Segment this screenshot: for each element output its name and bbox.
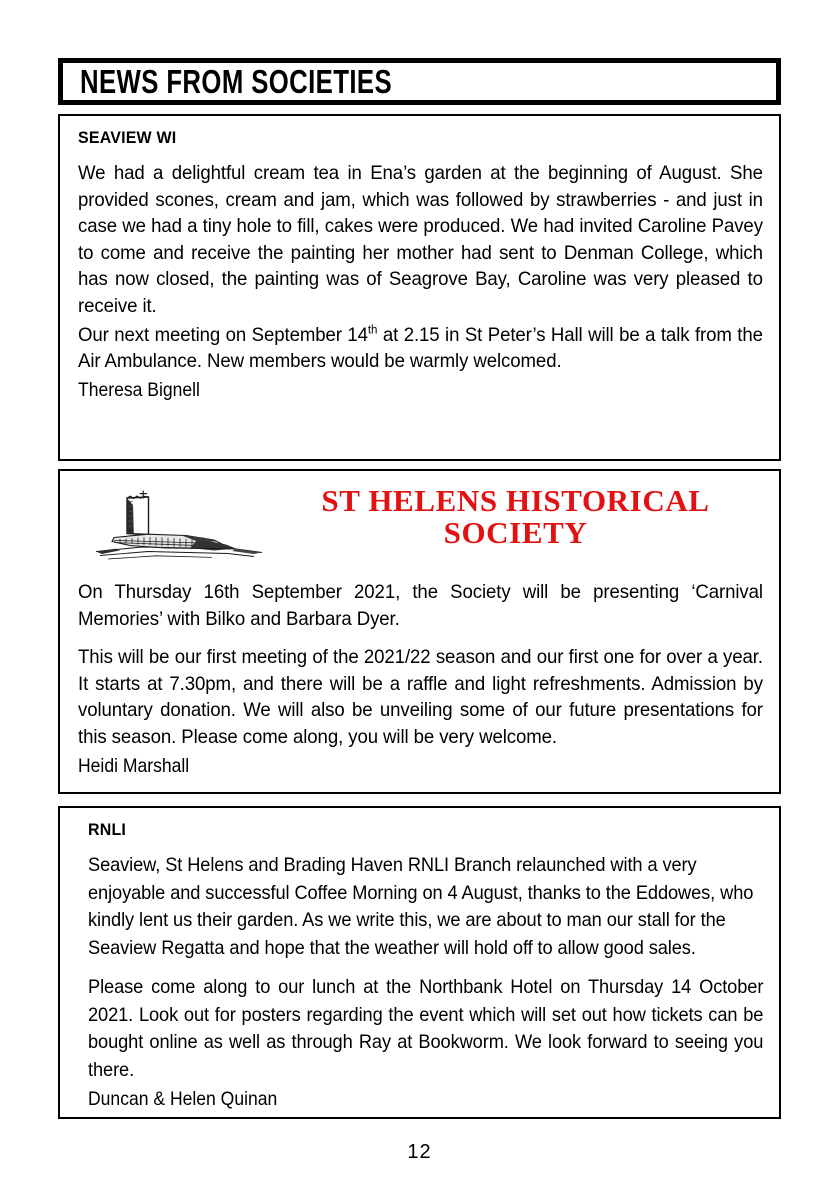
society-header (78, 483, 763, 573)
article-paragraph: We had a delightful cream tea in Ena’s garden at the beginning of August. She provided scones, cream and jam, which was followed by strawberries - and just in case we had a tiny hole to fill, cakes were produced. We had invited Caroline Pavey to come and receive the painting her mother had sent to Denman College, which has now closed, the painting was of Seagrove Bay, Caroline was very pleased to receive it. (78, 162, 763, 317)
article-box-st-helens-historical-society (58, 469, 781, 794)
article-paragraph: This will be our first meeting of the 2021/22 season and our first one for over a year. It starts at 7.30pm, and there will be a raffle and light refreshments. Admission by voluntary donation. We will also be unveiling some of our future presentations for this season. Please come along, you will be very welcome. (78, 646, 763, 748)
article-heading-rnli: RNLI (88, 820, 127, 839)
society-title (278, 485, 753, 549)
article-paragraph: Please come along to our lunch at the Northbank Hotel on Thursday 14 October 2021. Look out for posters regarding the event which will set out how tickets can be bought online as well as through Ray at Bookworm. We look forward to seeing you there. (88, 976, 764, 1081)
article-paragraph (78, 322, 763, 375)
article-box-rnli (58, 806, 781, 1119)
article-byline-st-helens: Heidi Marshall (78, 754, 190, 777)
page-title: NEWS FROM SOCIETIES (80, 62, 393, 100)
article-byline-rnli: Duncan & Helen Quinan (88, 1088, 278, 1110)
page-number: 12 (407, 1141, 432, 1163)
paragraph-text-before-ordinal: Our next meeting on September 14 (78, 323, 368, 346)
article-byline-seaview-wi: Theresa Bignell (78, 378, 200, 401)
paragraph-text-after-ordinal: at 2.15 in St Peter’s Hall will be a talk from the Air Ambulance. New members would be warmly welcomed. (78, 323, 763, 373)
society-title-line-1: ST HELENS HISTORICAL (321, 483, 710, 518)
article-box-seaview-wi (58, 114, 781, 461)
article-paragraph: On Thursday 16th September 2021, the Society will be presenting ‘Carnival Memories’ with Bilko and Barbara Dyer. (78, 581, 763, 630)
church-ruin-illustration-icon (86, 485, 276, 571)
article-paragraph: Seaview, St Helens and Brading Haven RNLI Branch relaunched with a very enjoyable and successful Coffee Morning on 4 August, thanks to the Eddowes, who kindly lent us their garden. As we write this, we are about to man our stall for the Seaview Regatta and hope that the weather will hold off to allow good sales. (88, 854, 754, 959)
society-title-line-2: SOCIETY (443, 515, 588, 550)
article-heading-seaview-wi: SEAVIEW WI (78, 128, 177, 147)
masthead-box (58, 58, 781, 105)
ordinal-suffix: th (367, 322, 378, 337)
